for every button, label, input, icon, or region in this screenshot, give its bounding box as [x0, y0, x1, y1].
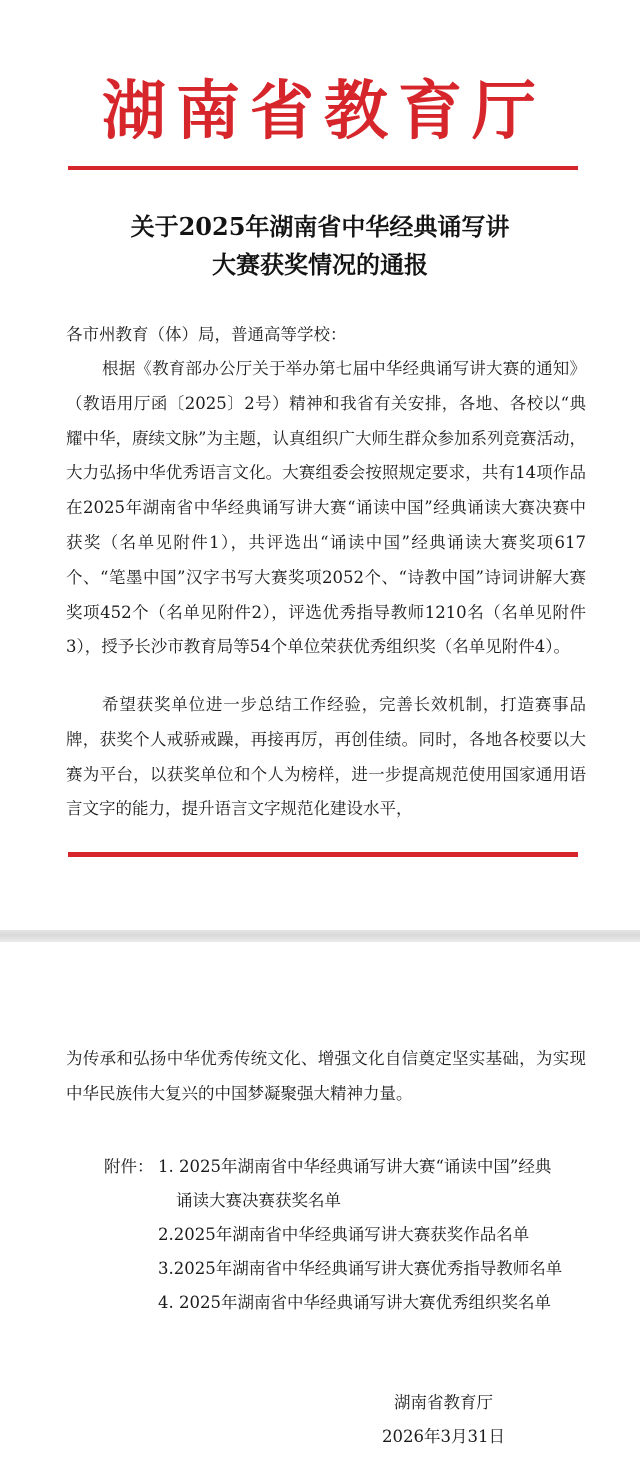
attachments-label: 附件： [104, 1157, 154, 1176]
body-paragraph-2-text: 希望获奖单位进一步总结工作经验，完善长效机制，打造赛事品牌，获奖个人戒骄戒躁，再接再厉，再创佳绩。同时，各地各校要以大赛为平台，以获奖单位和个人为榜样，进一步提高规范使用国家通用语言文字的能力，提升语言文字规范化建设水平， [66, 695, 586, 819]
page-bottom-red-rule [68, 852, 578, 857]
body-paragraph-1-text: 根据《教育部办公厅关于举办第七届中华经典诵写讲大赛的通知》（教语用厅函〔2025〕2号）精神和我省有关安排，各地、各校以“典耀中华，赓续文脉”为主题，认真组织广大师生群众参加系列竞赛活动，大力弘扬中华优秀语言文化。大赛组委会按照规定要求，共有14项作品在2025年湖南省中华经典诵写讲大赛“诵读中国”经典诵读大赛决赛中获奖（名单见附件1），共评选出“诵读中国”经典诵读大赛奖项617个、“笔墨中国”汉字书写大赛奖项2052个、“诗教中国”诗词讲解大赛奖项452个（名单见附件2），评选优秀指导教师1210名（名单见附件3），授予长沙市教育局等54个单位荣获优秀组织奖（名单见附件4）。 [66, 359, 586, 657]
document-title-line-1: 关于2025年湖南省中华经典诵写讲 [130, 212, 510, 241]
salutation-text: 各市州教育（体）局，普通高等学校： [66, 325, 347, 344]
attachment-item-2: 2.2025年湖南省中华经典诵写讲大赛获奖作品名单 [158, 1225, 530, 1244]
page-separator [0, 930, 640, 942]
attachment-item-1-continued: 诵读大赛决赛获奖名单 [176, 1191, 341, 1210]
attachment-item-1: 1. 2025年湖南省中华经典诵写讲大赛“诵读中国”经典 [158, 1157, 552, 1176]
attachment-item-3: 3.2025年湖南省中华经典诵写讲大赛优秀指导教师名单 [158, 1259, 563, 1278]
body-continuation-text: 为传承和弘扬中华优秀传统文化、增强文化自信奠定坚实基础，为实现中华民族伟大复兴的中国梦凝聚强大精神力量。 [66, 1049, 586, 1103]
body-continuation [66, 1042, 586, 1112]
letterhead-red-rule [68, 166, 578, 170]
document-title-line-2: 大赛获奖情况的通报 [212, 250, 428, 279]
body-paragraph-1 [66, 352, 586, 665]
signature-organization: 湖南省教育厅 [394, 1393, 493, 1412]
attachment-item-4: 4. 2025年湖南省中华经典诵写讲大赛优秀组织奖名单 [158, 1293, 551, 1312]
body-paragraph-2 [66, 688, 586, 827]
salutation [66, 318, 586, 353]
signature-date: 2026年3月31日 [382, 1427, 505, 1446]
letterhead-title: 湖南省教育厅 [102, 74, 546, 149]
